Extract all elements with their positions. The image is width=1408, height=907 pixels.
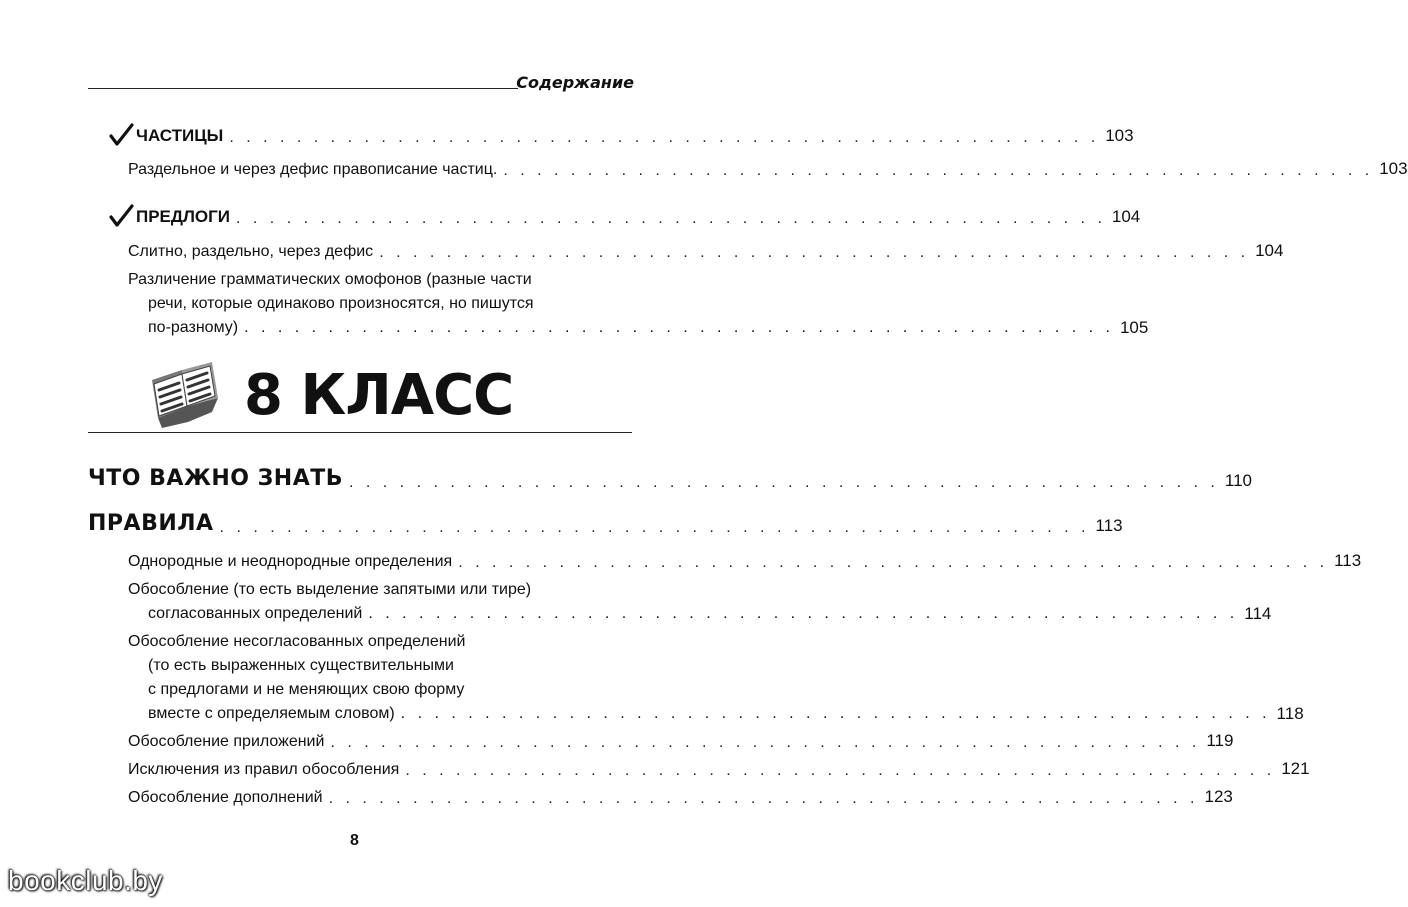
toc-page-number: 113 xyxy=(1095,516,1123,535)
header-rule xyxy=(88,88,518,89)
toc-item-text: Слитно, раздельно, через дефис xyxy=(128,243,374,260)
grade-rule xyxy=(88,432,632,433)
dot-leader: . . . . . . . . . . . . . . . . . . . . . . . . . . . . . . . . . . . . . . . . . . . . . . . . . . . . xyxy=(405,762,1276,779)
dot-leader: . . . . . . . . . . . . . . . . . . . . . . . . . . . . . . . . . . . . . . . . . . . . . . . . . . . . xyxy=(503,162,1374,179)
toc-section-particles[interactable] xyxy=(108,120,1134,146)
grade-title: 8 КЛАСС xyxy=(244,362,514,428)
toc-item-line: Различение грамматических омофонов (разные части xyxy=(128,271,532,288)
dot-leader: . . . . . . . . . . . . . . . . . . . . . . . . . . . . . . . . . . . . . . . . . . . . . . . . . . . . xyxy=(330,734,1201,751)
toc-item[interactable] xyxy=(128,268,1149,340)
toc-page-number: 110 xyxy=(1224,471,1252,490)
dot-leader: . . . . . . . . . . . . . . . . . . . . . . . . . . . . . . . . . . . . . . . . . . . . . . . . . . . . xyxy=(349,474,1219,491)
toc-item[interactable] xyxy=(128,759,1310,779)
toc-section-title: ПРЕДЛОГИ xyxy=(136,207,231,226)
toc-item[interactable] xyxy=(128,578,1272,626)
checkmark-icon xyxy=(108,122,134,148)
toc-section-title: ЧАСТИЦЫ xyxy=(136,126,224,145)
toc-section-prepositions[interactable] xyxy=(108,201,1141,227)
toc-page-number: 123 xyxy=(1204,787,1233,806)
toc-item-text: Обособление дополнений xyxy=(128,789,323,806)
grade-heading xyxy=(150,360,513,430)
toc-page-number: 118 xyxy=(1276,704,1304,723)
toc-item-line: Обособление (то есть выделение запятыми или тире) xyxy=(128,581,532,598)
toc-page-number: 104 xyxy=(1111,207,1141,226)
running-header: Содержание xyxy=(516,73,634,92)
toc-item[interactable] xyxy=(128,551,1362,571)
toc-item[interactable] xyxy=(128,159,1408,179)
toc-section-title: ПРАВИЛА xyxy=(88,511,214,536)
dot-leader: . . . . . . . . . . . . . . . . . . . . . . . . . . . . . . . . . . . . . . . . . . . . . . . . . . . . xyxy=(368,605,1239,622)
dot-leader: . . . . . . . . . . . . . . . . . . . . . . . . . . . . . . . . . . . . . . . . . . . . . . . . . . . . xyxy=(236,210,1106,227)
toc-item-line: согласованных определений xyxy=(148,605,363,622)
toc-page-number: 103 xyxy=(1379,159,1408,178)
toc-page-number: 103 xyxy=(1105,126,1134,145)
checkmark-icon xyxy=(108,203,134,229)
toc-page-number: 104 xyxy=(1255,241,1284,260)
toc-item-text: Раздельное и через дефис правописание частиц. xyxy=(128,161,498,178)
toc-page-number: 114 xyxy=(1244,604,1272,623)
watermark: bookclub.by xyxy=(8,865,163,896)
dot-leader: . . . . . . . . . . . . . . . . . . . . . . . . . . . . . . . . . . . . . . . . . . . . . . . . . . . . xyxy=(400,705,1271,722)
page-number: 8 xyxy=(350,832,359,849)
dot-leader: . . . . . . . . . . . . . . . . . . . . . . . . . . . . . . . . . . . . . . . . . . . . . . . . . . . . xyxy=(379,244,1250,261)
dot-leader: . . . . . . . . . . . . . . . . . . . . . . . . . . . . . . . . . . . . . . . . . . . . . . . . . . . . xyxy=(328,790,1199,807)
toc-item[interactable] xyxy=(128,731,1234,751)
toc-item-line: вместе с определяемым словом) xyxy=(148,705,395,722)
dot-leader: . . . . . . . . . . . . . . . . . . . . . . . . . . . . . . . . . . . . . . . . . . . . . . . . . . . . xyxy=(219,519,1090,536)
toc-item-line: речи, которые одинаково произносятся, но пишутся xyxy=(148,295,534,312)
toc-item-line: (то есть выраженных существительными xyxy=(148,657,454,674)
toc-page-number: 119 xyxy=(1206,731,1234,750)
toc-item[interactable] xyxy=(128,630,1304,726)
toc-page-number: 113 xyxy=(1334,551,1362,570)
toc-item[interactable] xyxy=(128,787,1233,807)
dot-leader: . . . . . . . . . . . . . . . . . . . . . . . . . . . . . . . . . . . . . . . . . . . . . . . . . . . . xyxy=(458,554,1329,571)
toc-item-line: по-разному) xyxy=(148,319,239,336)
toc-item[interactable] xyxy=(128,241,1284,261)
dot-leader: . . . . . . . . . . . . . . . . . . . . . . . . . . . . . . . . . . . . . . . . . . . . . . . . . . . . xyxy=(229,129,1100,146)
toc-page-number: 121 xyxy=(1281,759,1310,778)
toc-item-text: Исключения из правил обособления xyxy=(128,761,400,778)
dot-leader: . . . . . . . . . . . . . . . . . . . . . . . . . . . . . . . . . . . . . . . . . . . . . . . . . . . . xyxy=(244,319,1114,336)
toc-page-number: 105 xyxy=(1119,318,1149,337)
toc-section-what-to-know[interactable] xyxy=(88,466,1252,491)
toc-item-text: Однородные и неоднородные определения xyxy=(128,553,453,570)
open-book-icon xyxy=(150,362,220,428)
toc-section-title: ЧТО ВАЖНО ЗНАТЬ xyxy=(88,466,343,491)
toc-item-text: Обособление приложений xyxy=(128,733,325,750)
toc-item-line: с предлогами и не меняющих свою форму xyxy=(148,681,465,698)
toc-item-line: Обособление несогласованных определений xyxy=(128,633,466,650)
toc-section-rules[interactable] xyxy=(88,511,1123,536)
